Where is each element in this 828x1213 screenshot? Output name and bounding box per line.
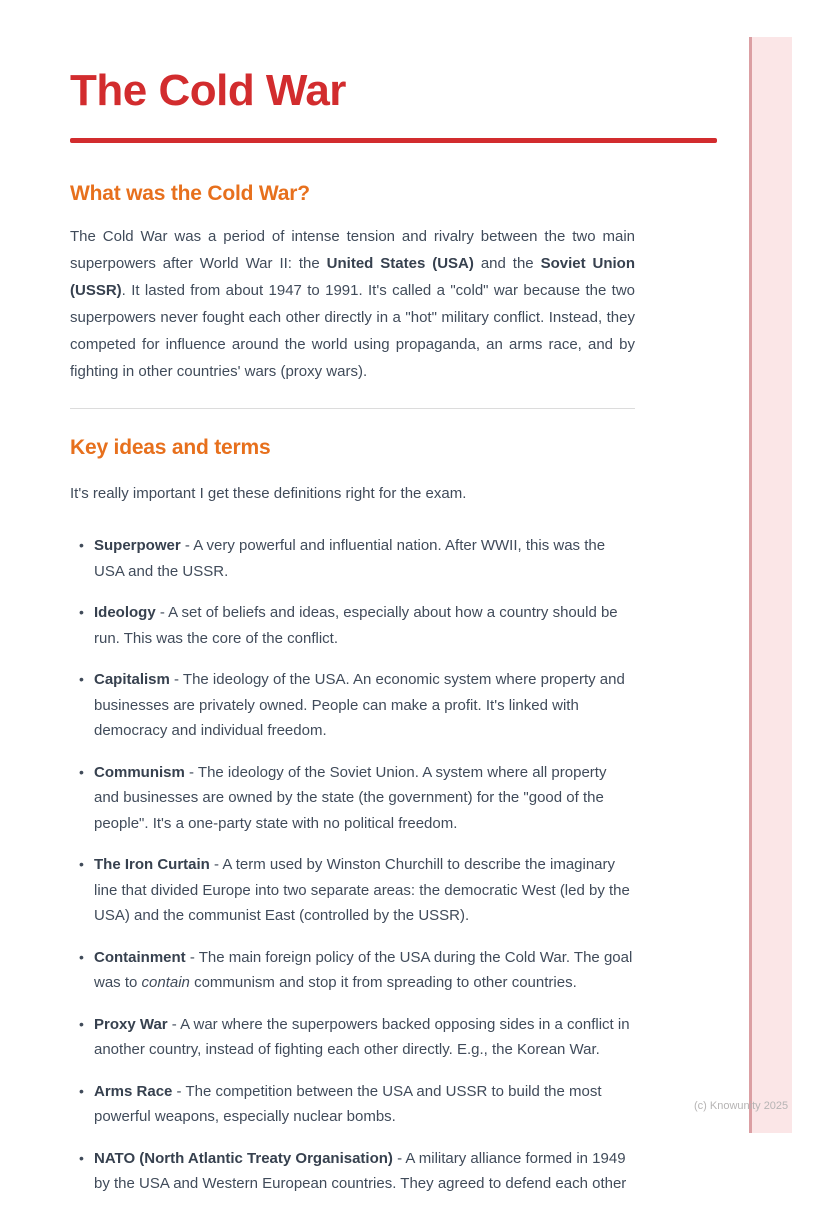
italic-text-run: contain — [141, 974, 190, 992]
text-run: - The ideology of the Soviet Union. A system where all property and businesses are owned by the state (the government) for the "good of the people". It's a one-party state with no political freedom. — [94, 763, 607, 832]
text-run: - A very powerful and influential nation. After WWII, this was the USA and the USSR. — [94, 537, 606, 580]
bold-text-run: United States (USA) — [326, 255, 474, 273]
section-divider — [70, 408, 635, 409]
key-term-name: The Iron Curtain — [94, 856, 210, 874]
text-run: - The main foreign policy of the USA during the Cold War. The goal was to — [94, 948, 633, 992]
text-run: communism and stop it from spreading to other countries. — [189, 974, 577, 992]
text-run: - The competition between the USA and USSR to build the most powerful weapons, especially nuclear bombs. — [94, 1082, 602, 1126]
key-terms-list — [70, 533, 635, 1197]
key-term-item — [70, 1079, 635, 1130]
page-title: The Cold War — [70, 66, 346, 115]
key-term-name: Arms Race — [94, 1082, 173, 1100]
key-term-item — [70, 1012, 635, 1063]
text-run: - A term used by Winston Churchill to describe the imaginary line that divided Europe into two separate areas: the democratic West (led by the USA) and the communist East (controlled by the USSR). — [94, 856, 630, 925]
text-run: - A set of beliefs and ideas, especially about how a country should be run. This was the core of the conflict. — [94, 604, 618, 647]
key-term-name: Capitalism — [94, 671, 170, 689]
key-terms-lead-line: It's really important I get these definitions right for the exam. — [70, 485, 467, 503]
key-term-item — [70, 760, 635, 837]
section-heading-what-was-the-cold-war: What was the Cold War? — [70, 182, 310, 206]
key-term-item — [70, 852, 635, 929]
key-term-name: Containment — [94, 948, 186, 966]
key-term-item — [70, 533, 635, 584]
text-run: - The ideology of the USA. An economic system where property and businesses are privately owned. People can make a profit. It's linked with democracy and individual freedom. — [94, 671, 625, 740]
intro-paragraph — [70, 223, 635, 385]
key-term-name: Ideology — [94, 604, 156, 622]
key-term-item — [70, 667, 635, 744]
key-term-item — [70, 1146, 635, 1197]
title-underline-rule — [70, 138, 717, 143]
document-body — [70, 0, 635, 1213]
text-run: and the — [473, 255, 541, 273]
section-heading-key-ideas-and-terms: Key ideas and terms — [70, 436, 271, 460]
text-run: - A military alliance formed in 1949 by the USA and Western European countries. They agreed to defend each other — [94, 1149, 627, 1193]
key-term-item — [70, 945, 635, 996]
bold-text-run: Soviet Union (USSR) — [70, 255, 635, 300]
text-run: . It lasted from about 1947 to 1991. It's called a "cold" war because the two superpowers never fought each other directly in a "hot" military conflict. Instead, they competed for influence around the world using propaganda, an arms race, and by fighting in other countries' wars (proxy wars). — [70, 282, 635, 381]
key-term-name: Superpower — [94, 537, 181, 555]
key-term-name: Proxy War — [94, 1015, 168, 1033]
page-edge-stripe — [749, 37, 792, 1133]
text-run: - A war where the superpowers backed opposing sides in a conflict in another country, instead of fighting each other directly. E.g., the Korean War. — [94, 1015, 630, 1059]
key-term-item — [70, 600, 635, 651]
copyright-watermark: (c) Knowunity 2025 — [694, 1100, 789, 1112]
key-term-name: NATO (North Atlantic Treaty Organisation) — [94, 1149, 393, 1167]
key-term-name: Communism — [94, 763, 185, 781]
text-run: The Cold War was a period of intense tension and rivalry between the two main superpowers after World War II: the — [70, 228, 635, 273]
